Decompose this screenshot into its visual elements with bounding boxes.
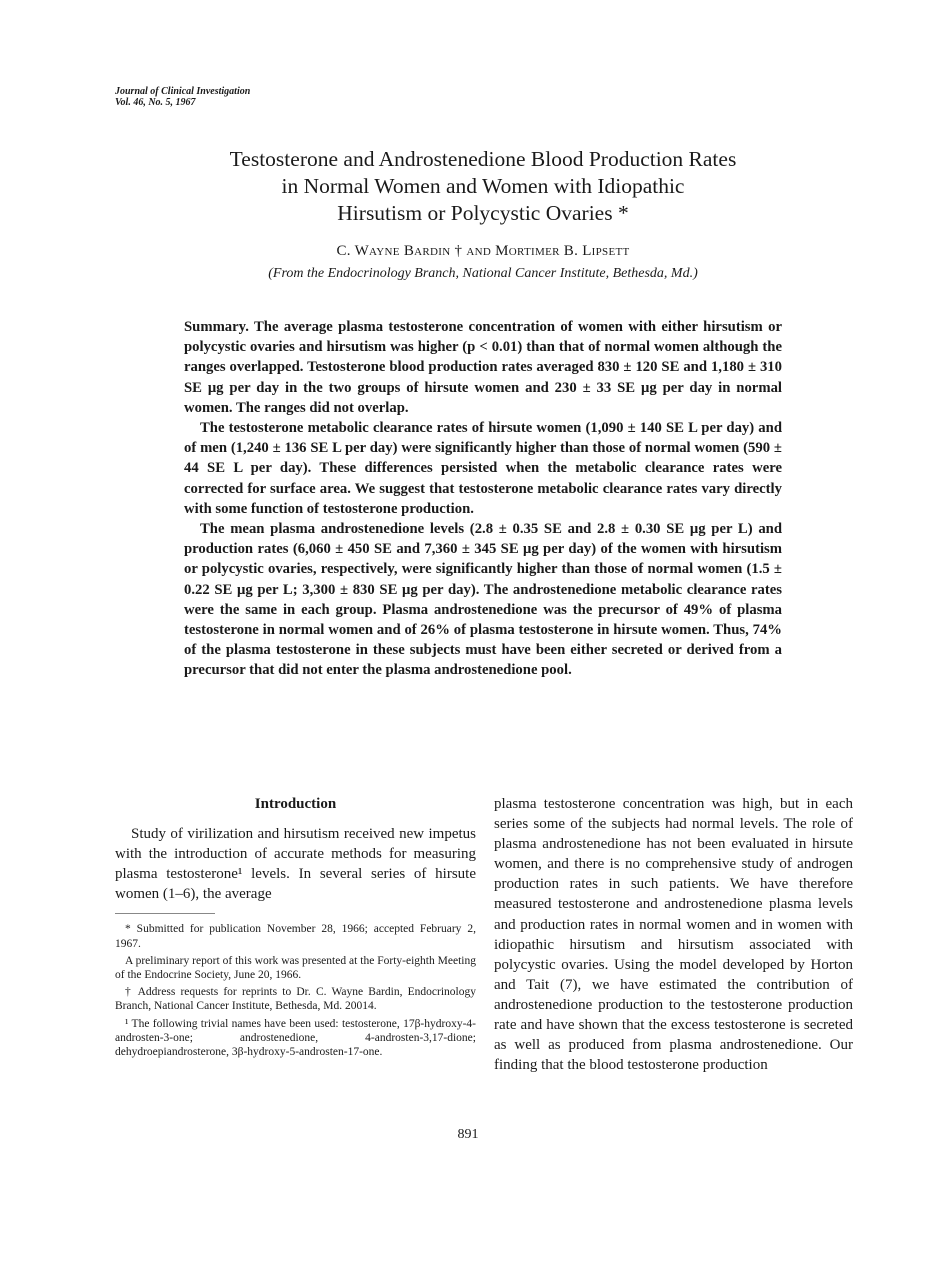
summary-paragraph: Summary. The average plasma testosterone concentration of women with either hirsutism or polycystic ovaries and hirsutism was higher (p < 0.01) than that of normal women although the ranges overlapped. Testosterone blood production rates averaged 830 ± 120 SE and 1,180 ± 310 SE μg per day in the two groups of hirsute women and 230 ± 33 SE μg per day in normal women. The ranges did not overlap. <box>184 319 782 416</box>
article-affiliation: (From the Endocrinology Branch, National Cancer Institute, Bethesda, Md.) <box>268 266 698 281</box>
summary-section <box>184 317 782 681</box>
footnote-rule <box>115 913 215 914</box>
title-line: in Normal Women and Women with Idiopathic <box>281 174 685 198</box>
introduction-text-right: plasma testosterone concentration was high, but in each series some of the subjects had normal levels. The role of plasma androstenedione has not been evaluated in hirsute women, and there is no comprehensive study of androgen production rates in such patients. We have therefore measured testosterone and androstenedione plasma levels and production rates in normal women and in women with idiopathic hirsutism and hirsutism associated with polycystic ovaries. Using the model developed by Horton and Tait (7), we have estimated the contribution of androstenedione production to the testosterone production rate and have shown that the excess testosterone is secreted as well as produced from plasma androstenedione. Our finding that the blood testosterone production <box>494 796 853 1074</box>
left-column <box>115 794 476 1062</box>
footnote: † Address requests for reprints to Dr. C. Wayne Bardin, Endocrinology Branch, National Cancer Institute, Bethesda, Md. 20014. <box>115 986 476 1013</box>
footnotes <box>115 922 476 1059</box>
page-number: 891 <box>457 1127 479 1142</box>
title-line: Testosterone and Androstenedione Blood Production Rates <box>229 147 737 171</box>
footnote: ¹ The following trivial names have been used: testosterone, 17β-hydroxy-4-androsten-3-one; androstenedione, 4-androsten-3,17-dione; dehydroepiandrosterone, 3β-hydroxy-5-androsten-17-one. <box>115 1017 476 1058</box>
introduction-heading: Introduction <box>254 796 337 812</box>
title-line: Hirsutism or Polycystic Ovaries * <box>337 201 629 225</box>
journal-name: Journal of Clinical Investigation <box>115 86 251 97</box>
journal-citation <box>115 86 250 108</box>
summary-paragraph: The testosterone metabolic clearance rates of hirsute women (1,090 ± 140 SE L per day) and of men (1,240 ± 136 SE L per day) were significantly higher than those of normal women (590 ± 44 SE L per day). These differences persisted when the metabolic clearance rates were corrected for surface area. We suggest that testosterone metabolic clearance rates vary directly with some function of testosterone production. <box>184 420 782 517</box>
article-authors: C. Wayne Bardin † and Mortimer B. Lipsett <box>336 243 630 259</box>
introduction-text-left: Study of virilization and hirsutism received new impetus with the introduction of accurate methods for measuring plasma testosterone¹ levels. In several series of hirsute women (1–6), the average <box>115 826 476 903</box>
footnote: A preliminary report of this work was presented at the Forty-eighth Meeting of the Endocrine Society, June 20, 1966. <box>115 954 476 981</box>
footnote: * Submitted for publication November 28, 1966; accepted February 2, 1967. <box>115 923 476 950</box>
journal-volume: Vol. 46, No. 5, 1967 <box>115 97 196 108</box>
summary-paragraph: The mean plasma androstenedione levels (2.8 ± 0.35 SE and 2.8 ± 0.30 SE μg per L) and production rates (6,060 ± 450 SE and 7,360 ± 345 SE μg per day) of the women with hirsutism or polycystic ovaries, respectively, were significantly higher than those of normal women (1.5 ± 0.22 SE μg per L; 3,300 ± 830 SE μg per day). The androstenedione metabolic clearance rates were the same in each group. Plasma androstenedione was the precursor of 49% of plasma testosterone in normal women and of 26% of plasma testosterone in hirsute women. Thus, 74% of the plasma testosterone in these subjects must have been either secreted or derived from a precursor that did not enter the plasma androstenedione pool. <box>184 521 782 679</box>
article-title <box>150 146 816 227</box>
